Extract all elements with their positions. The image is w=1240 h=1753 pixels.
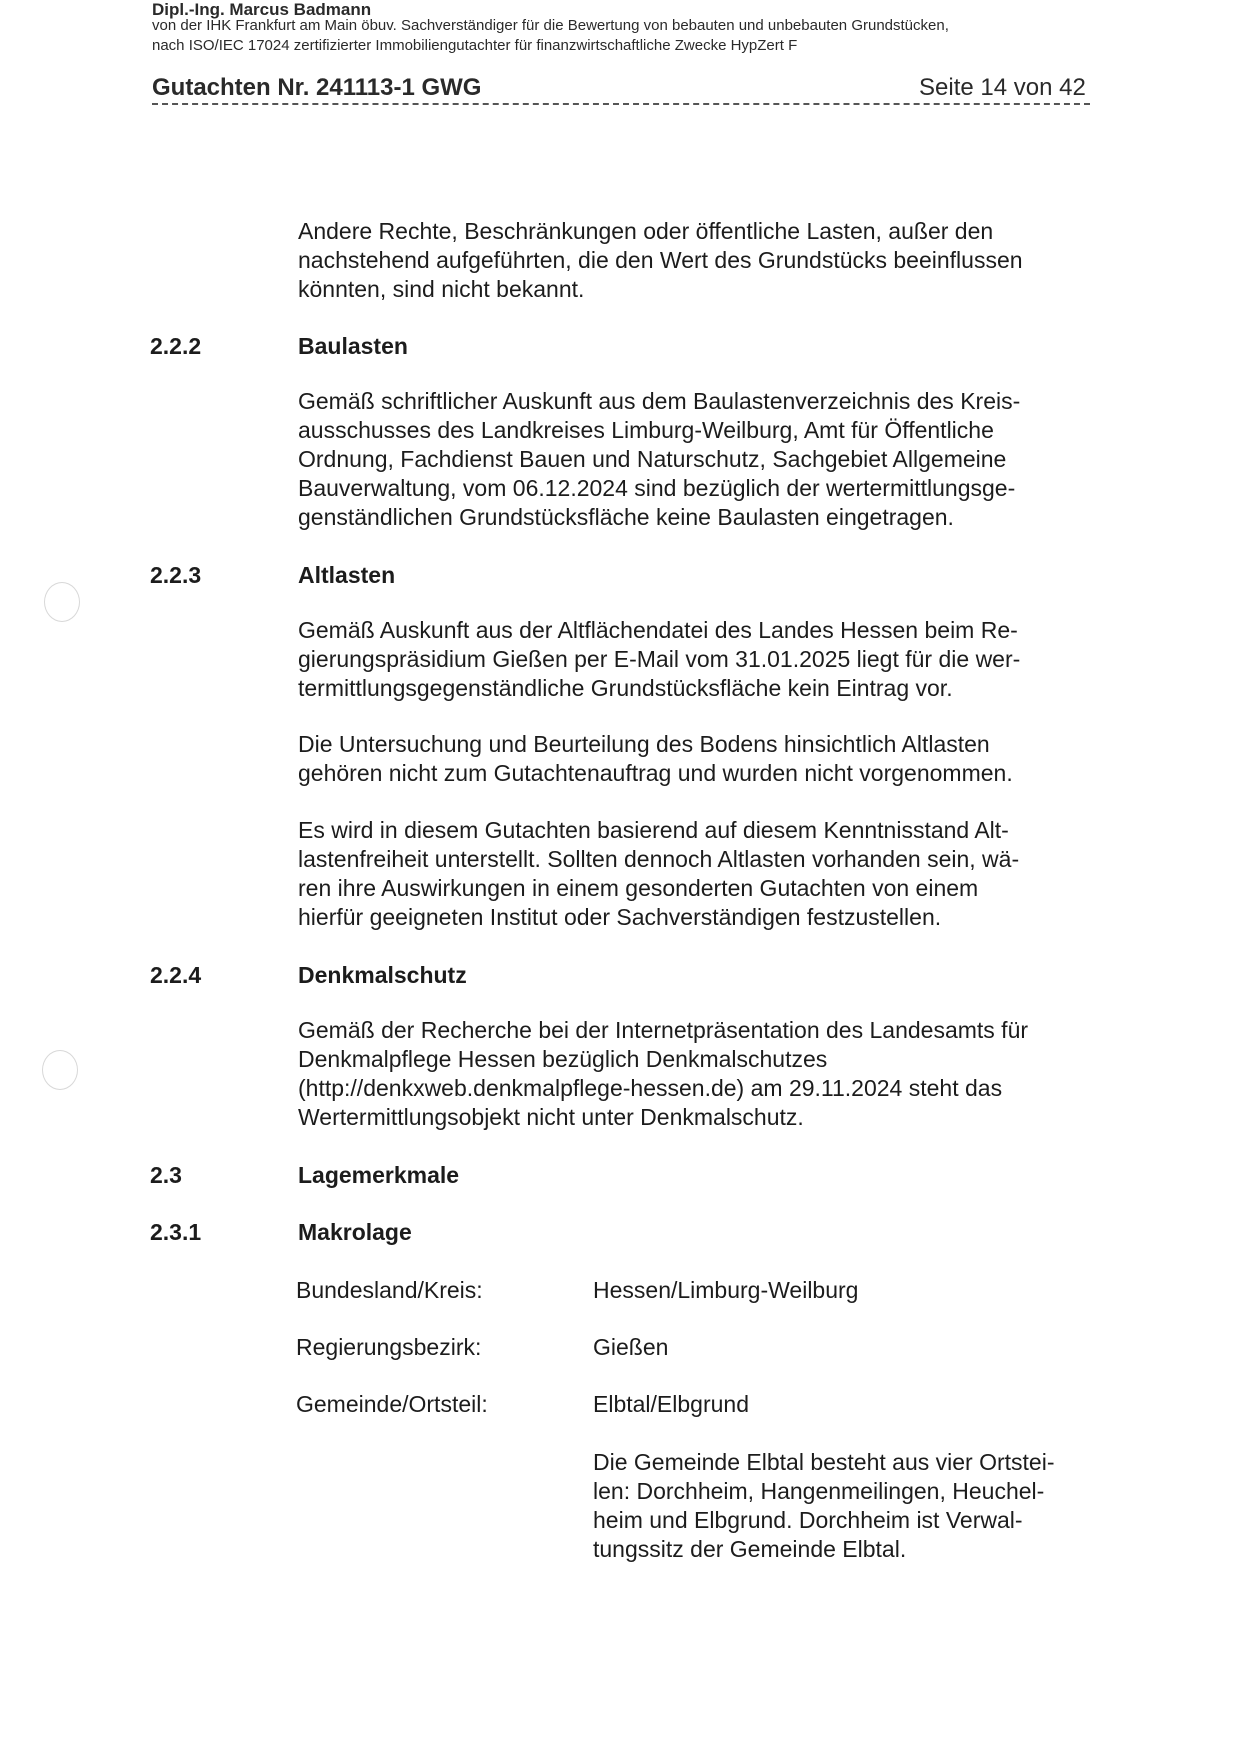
section-heading-denkmalschutz: Denkmalschutz [298, 962, 467, 988]
section-heading-lagemerkmale: Lagemerkmale [298, 1162, 460, 1188]
header-divider [152, 103, 1090, 105]
altlasten-paragraph-1: Gemäß Auskunft aus der Altflächendatei des Landes Hessen beim Re- gierungspräsidium Gießen per E-Mail vom 31.01.2025 liegt für die wer- termittlungsgegenständliche Grundstücksfläche kein Eintrag vor. [298, 617, 1021, 701]
section-number: 2.3 [150, 1162, 182, 1188]
section-number: 2.2.2 [150, 333, 202, 359]
credentials-line-2: nach ISO/IEC 17024 zertifizierter Immobiliengutachter für finanzwirtschaftliche Zwecke HypZert F [152, 37, 798, 54]
field-label-bundesland: Bundesland/Kreis: [296, 1277, 483, 1303]
report-number: Gutachten Nr. 241113-1 GWG [152, 74, 482, 101]
punch-hole-mark [44, 582, 80, 622]
field-value-bundesland: Hessen/Limburg-Weilburg [593, 1277, 859, 1303]
field-label-regierungsbezirk: Regierungsbezirk: [296, 1334, 482, 1360]
denkmalschutz-paragraph: Gemäß der Recherche bei der Internetpräsentation des Landesamts für Denkmalpflege Hessen bezüglich Denkmalschutzes (http://denkxweb.denkmalpflege-hessen.de) am 29.11.2024 steht das Wertermittlungsobjekt nicht unter Denkmalschutz. [298, 1017, 1029, 1130]
field-value-regierungsbezirk: Gießen [593, 1334, 669, 1360]
credentials-line-1: von der IHK Frankfurt am Main öbuv. Sachverständiger für die Bewertung von bebauten und unbebauten Grundstücken, [152, 17, 949, 34]
intro-paragraph: Andere Rechte, Beschränkungen oder öffentliche Lasten, außer den nachstehend aufgeführten, die den Wert des Grundstücks beeinflussen könnten, sind nicht bekannt. [298, 218, 1023, 302]
baulasten-paragraph: Gemäß schriftlicher Auskunft aus dem Baulastenverzeichnis des Kreis- ausschusses des Landkreises Limburg-Weilburg, Amt für Öffentliche Ordnung, Fachdienst Bauen und Naturschutz, Sachgebiet Allgemeine Bauverwaltung, vom 06.12.2024 sind bezüglich der wertermittlungsge- genständlichen Grundstücksfläche keine Baulasten eingetragen. [298, 388, 1021, 530]
gemeinde-note: Die Gemeinde Elbtal besteht aus vier Ortstei- len: Dorchheim, Hangenmeilingen, Heuchel- heim und Elbgrund. Dorchheim ist Verwal- tungssitz der Gemeinde Elbtal. [593, 1449, 1055, 1562]
punch-hole-mark [42, 1050, 78, 1090]
section-heading-baulasten: Baulasten [298, 333, 408, 359]
section-number: 2.2.4 [150, 962, 202, 988]
altlasten-paragraph-2: Die Untersuchung und Beurteilung des Bodens hinsichtlich Altlasten gehören nicht zum Gutachtenauftrag und wurden nicht vorgenommen. [298, 731, 1013, 786]
section-heading-altlasten: Altlasten [298, 562, 396, 588]
page-number: Seite 14 von 42 [919, 74, 1086, 101]
section-number: 2.2.3 [150, 562, 202, 588]
field-label-gemeinde: Gemeinde/Ortsteil: [296, 1391, 488, 1417]
field-value-gemeinde: Elbtal/Elbgrund [593, 1391, 749, 1417]
author-name: Dipl.-Ing. Marcus Badmann [152, 0, 372, 19]
section-number: 2.3.1 [150, 1219, 202, 1245]
section-heading-makrolage: Makrolage [298, 1219, 412, 1245]
altlasten-paragraph-3: Es wird in diesem Gutachten basierend auf diesem Kenntnisstand Alt- lastenfreiheit unterstellt. Sollten dennoch Altlasten vorhanden sein, wä- ren ihre Auswirkungen in einem gesonderten Gutachten von einem hierfür geeigneten Institut oder Sachverständigen festzustellen. [298, 817, 1020, 930]
